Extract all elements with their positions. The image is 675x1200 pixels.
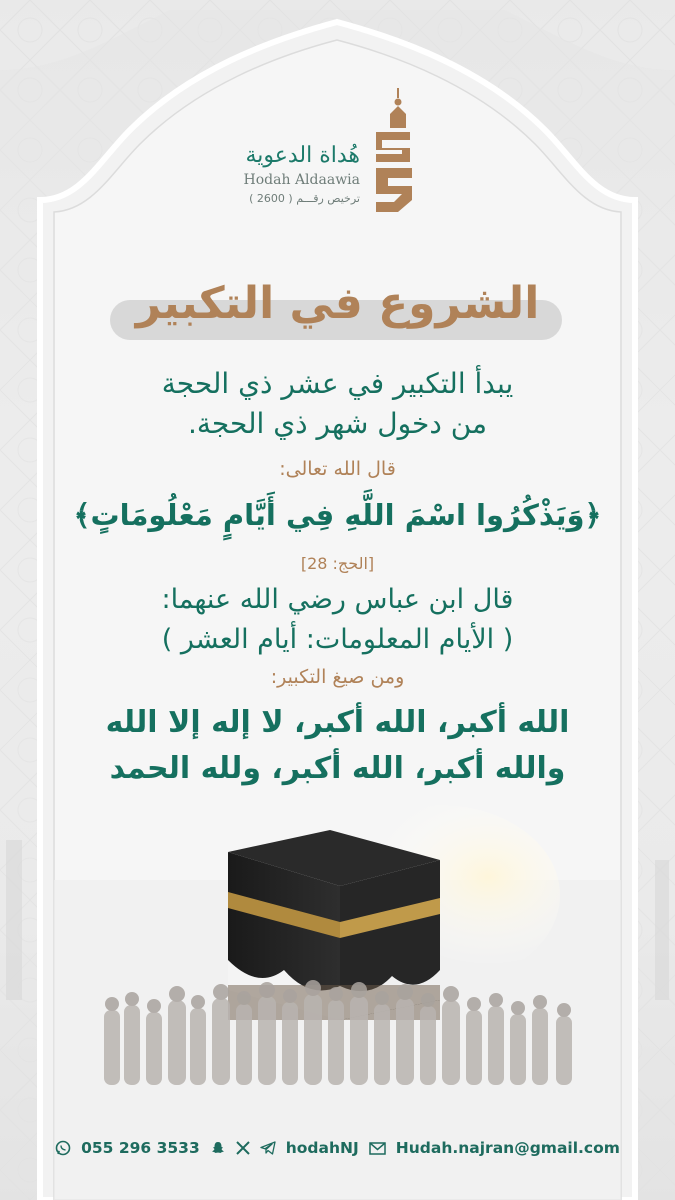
footer-contacts	[0, 1134, 675, 1162]
kaaba-scene	[0, 800, 675, 1100]
takbeer-line-2: والله أكبر، الله أكبر، ولله الحمد	[109, 751, 566, 786]
forms-label: ومن صيغ التكبير:	[270, 666, 405, 688]
logo-name-english: Hodah Aldaawia	[243, 172, 360, 188]
ibn-abbas-line-2: ( الأيام المعلومات: أيام العشر )	[161, 624, 514, 655]
ibn-abbas-quote	[60, 580, 615, 660]
logo	[243, 88, 420, 218]
logo-license: ترخيص رقـــم ( 2600 )	[249, 192, 360, 205]
footer-handle[interactable]: hodahNJ	[285, 1139, 359, 1157]
x-icon[interactable]	[236, 1141, 250, 1155]
telegram-icon[interactable]	[260, 1140, 276, 1156]
verse-label: قال الله تعالى:	[279, 458, 396, 480]
footer-phone[interactable]: 055 296 3533	[81, 1139, 200, 1157]
intro-line-2: من دخول شهر ذي الحجة.	[187, 407, 488, 440]
logo-minaret-mark	[368, 88, 416, 216]
footer-email[interactable]: Hudah.najran@gmail.com	[395, 1139, 620, 1157]
verse-reference: [الحج: 28]	[300, 554, 375, 573]
takbeer-line-1: الله أكبر، الله أكبر، لا إله إلا الله	[105, 705, 570, 740]
quran-verse: ﴿وَيَذْكُرُوا اسْمَ اللَّهِ فِي أَيَّامٍ مَعْلُومَاتٍ﴾	[73, 498, 602, 532]
snapchat-icon[interactable]	[210, 1140, 226, 1156]
whatsapp-icon[interactable]	[55, 1140, 71, 1156]
intro-line-1: يبدأ التكبير في عشر ذي الحجة	[161, 367, 514, 400]
intro-text	[60, 364, 615, 444]
pilgrims-crowd	[104, 980, 572, 1085]
page-title: الشروع في التكبير	[135, 278, 540, 329]
logo-name-arabic: هُداة الدعوية	[245, 143, 360, 168]
mail-icon[interactable]	[369, 1142, 386, 1155]
ibn-abbas-line-1: قال ابن عباس رضي الله عنهما:	[161, 584, 514, 615]
takbeer-text	[60, 700, 615, 792]
